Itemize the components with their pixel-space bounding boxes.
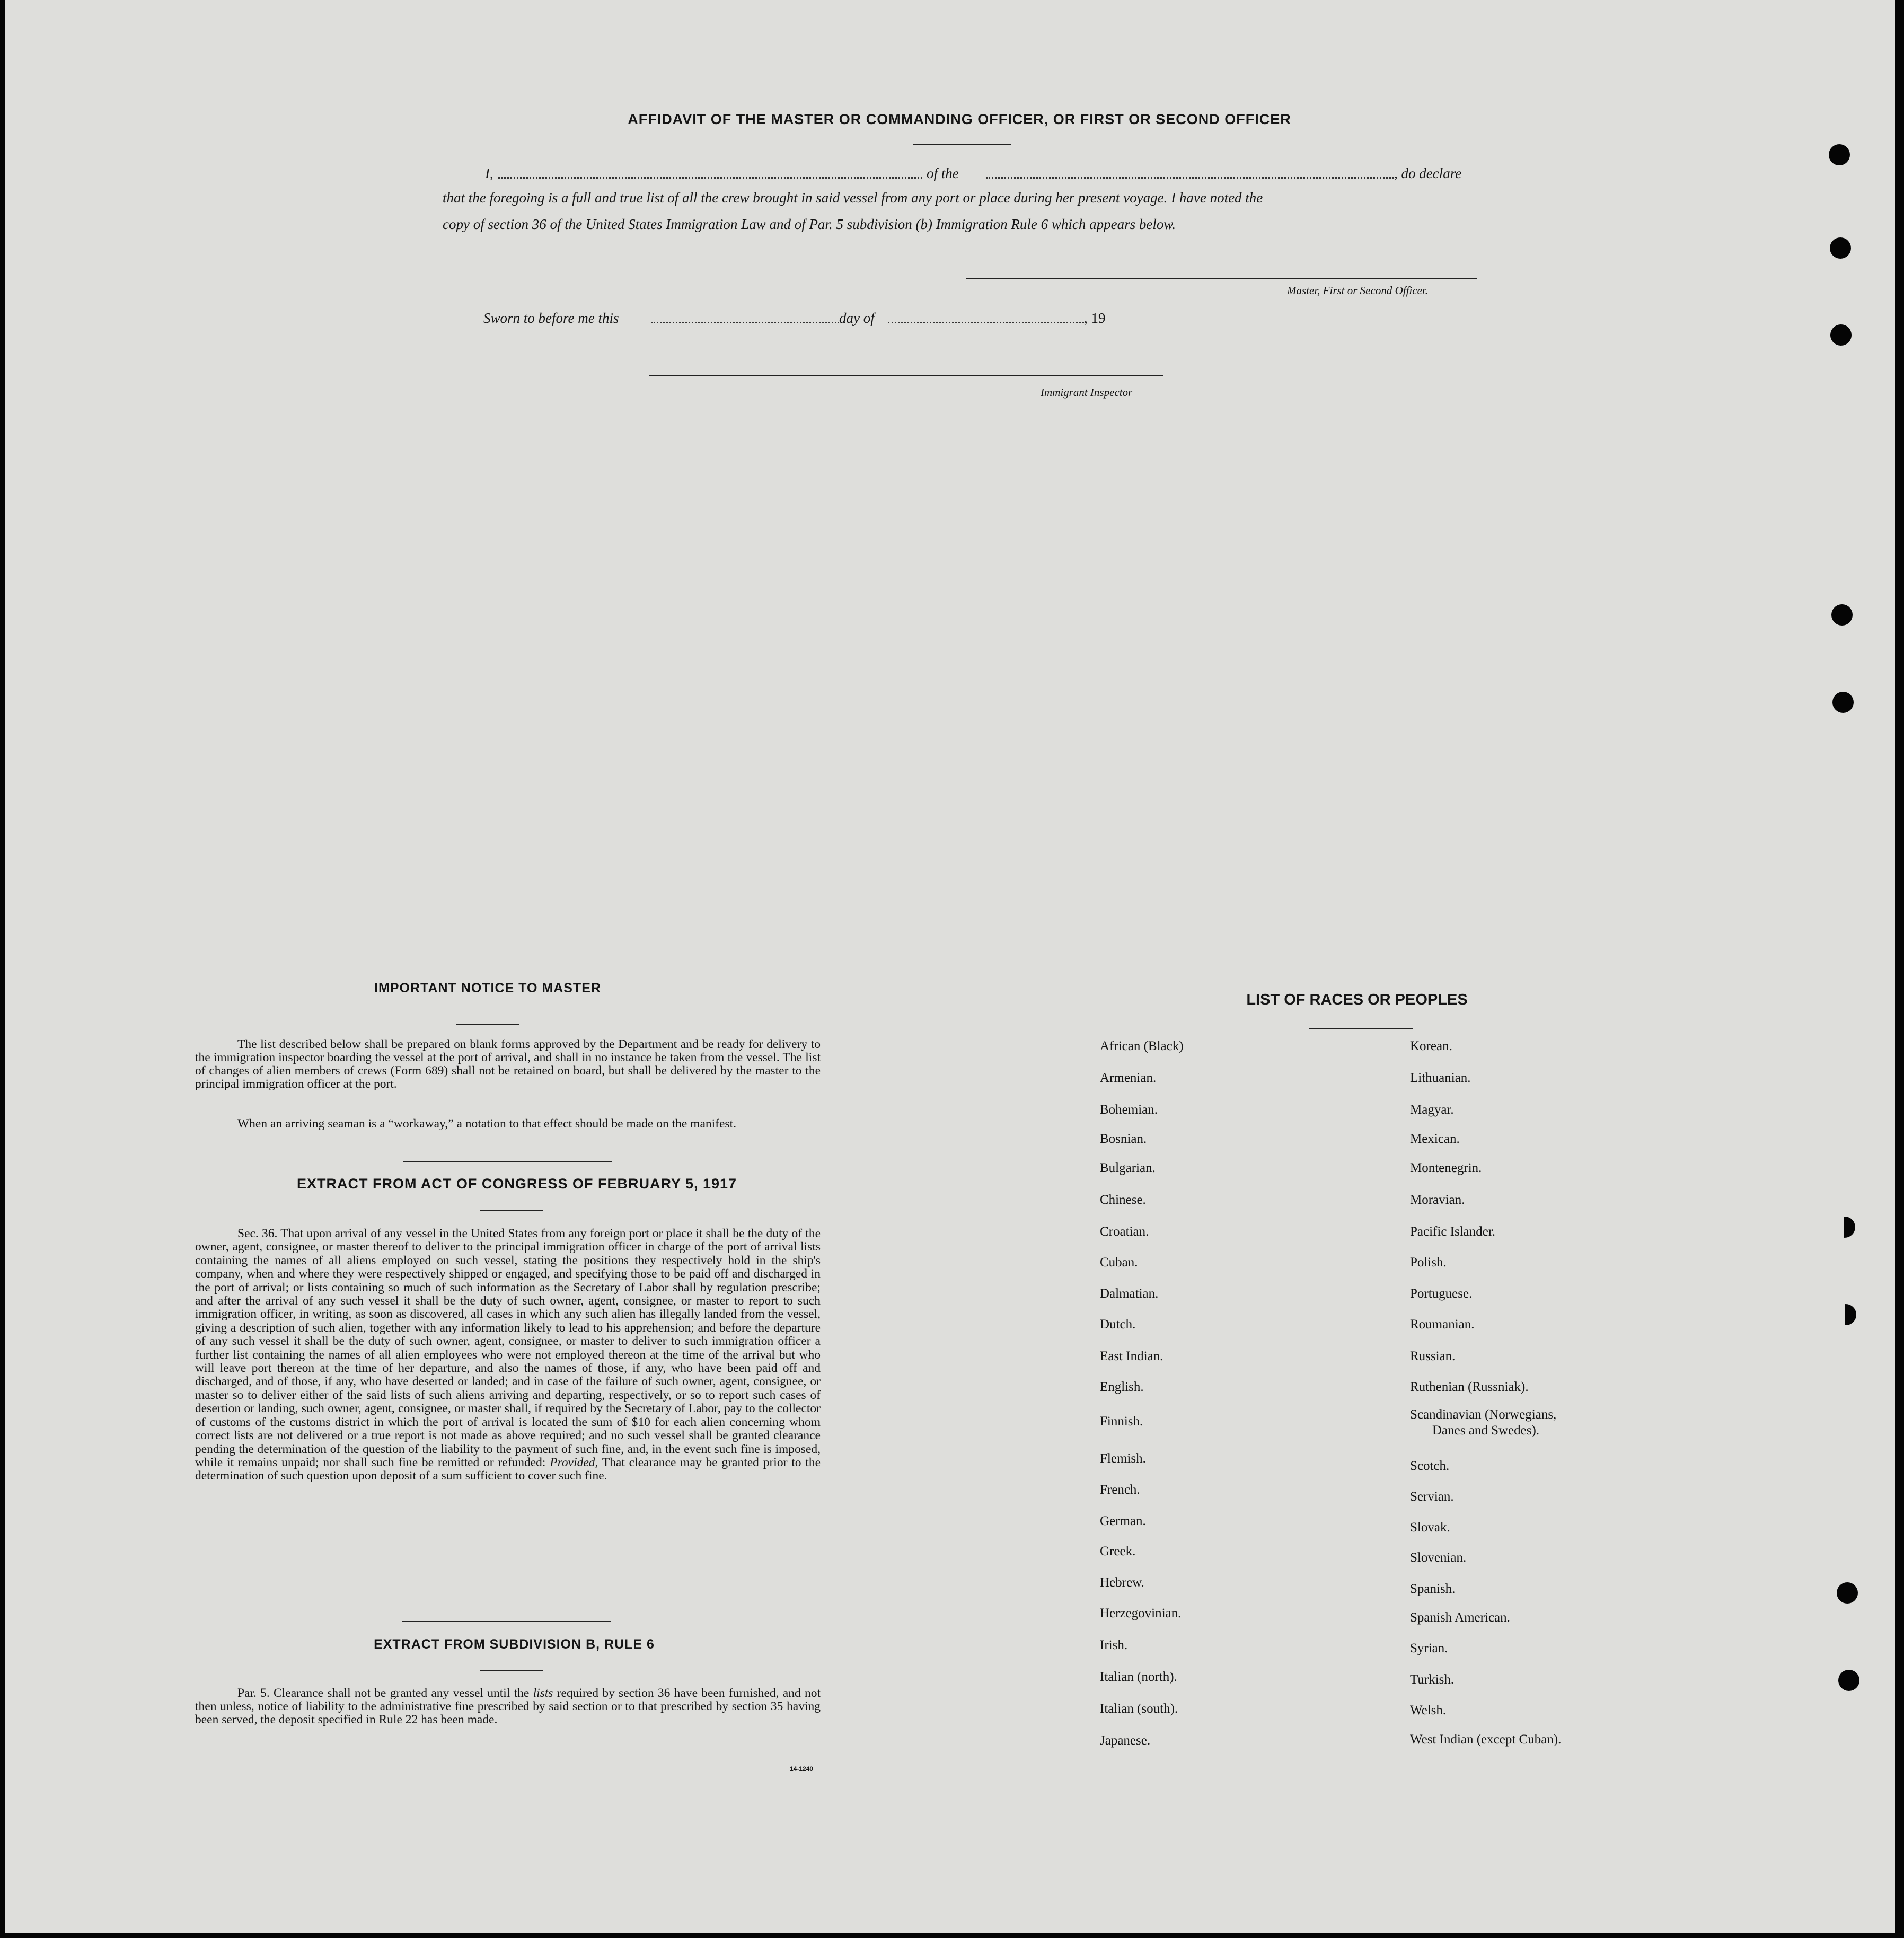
race-item: Scandinavian (Norwegians, [1410, 1407, 1557, 1422]
rule-lists: lists [533, 1686, 553, 1700]
race-item: Portuguese. [1410, 1287, 1473, 1301]
declarant-name-field[interactable] [498, 177, 922, 179]
punch-hole [1835, 1304, 1856, 1325]
race-item: African (Black) [1100, 1039, 1184, 1053]
punch-hole [1834, 1217, 1855, 1238]
race-item: Spanish American. [1410, 1610, 1510, 1625]
rule-body-b: required by section 36 have been furnished, and not then unless, notice of liability to the administrative fine prescribed by said section or to that prescribed by section 35 having been served, the deposit specified in Rule 22 has been made. [195, 1686, 821, 1726]
declarant-prefix: I, [485, 165, 493, 181]
notice-paragraph-1 [195, 1038, 821, 1091]
race-item: Turkish. [1410, 1672, 1455, 1687]
notice-paragraph-1-text: The list described below shall be prepared on blank forms approved by the Department and be ready for delivery to the immigration inspector boarding the vessel at the port of arrival, and shall in no instance be taken from the vessel. The list of changes of alien members of crews (Form 689) shall not be retained on board, but shall be delivered by the master to the principal immigration officer at the port. [195, 1037, 821, 1091]
race-item: Slovenian. [1410, 1551, 1467, 1565]
punch-hole [1831, 604, 1853, 626]
sworn-prefix: Sworn to before me this [483, 310, 619, 326]
race-item: Herzegovinian. [1100, 1606, 1182, 1620]
affidavit-line-3: copy of section 36 of the United States Immigration Law and of Par. 5 subdivision (b) Immigration Rule 6 which appears below. [443, 216, 1176, 232]
punch-hole [1830, 324, 1852, 346]
race-item: Bohemian. [1100, 1103, 1158, 1117]
race-item: Armenian. [1100, 1071, 1157, 1085]
race-item: East Indian. [1100, 1349, 1163, 1363]
race-item: Russian. [1410, 1349, 1456, 1363]
race-item: Mexican. [1410, 1132, 1460, 1146]
race-item: Lithuanian. [1410, 1071, 1471, 1085]
race-item: Croatian. [1100, 1225, 1149, 1239]
form-number: 14-1240 [790, 1765, 814, 1773]
race-item: Italian (north). [1100, 1670, 1177, 1684]
notice-paragraph-2 [195, 1117, 821, 1131]
punch-hole [1838, 1670, 1859, 1691]
sworn-month-field[interactable] [888, 322, 1084, 323]
race-item: Spanish. [1410, 1582, 1456, 1596]
document-page [5, 0, 1895, 1933]
race-item: English. [1100, 1380, 1144, 1394]
act-body: 36. That upon arrival of any vessel in the United States from any foreign port or place it shall be the duty of the owner, agent, consignee, or master thereof to deliver to the principal immigration officer in charge of the port of arrival lists containing the names of all aliens employed on such vessel, stating the positions they respectively hold in the ship's company, when and where they were respectively shipped or engaged, and specifying those to be paid off and discharged in the port of arrival; or lists containing so much of such information as the Secretary of Labor shall by regulation prescribe; and after the arrival of any such vessel it shall be the duty of such owner, agent, consignee, or master to report to such immigration officer, in writing, as soon as discovered, all cases in which any such alien has illegally landed from the vessel, giving a description of such alien, together with any information likely to lead to his apprehension; and before the departure of any such vessel it shall be the duty of such owner, agent, consignee, or master to deliver to such immigration officer a further list containing the names of all alien employees who were not employed thereon at the time of the arrival but who will leave port thereon at the time of her departure, and also the names of those, if any, who have been paid off and discharged, and of those, if any, who have deserted or landed; and in case of the failure of such owner, agent, consignee, or master so to deliver either of the said lists of such aliens arriving and departing, respectively, or so to report such cases of desertion or landing, such owner, agent, consignee, or master shall, if required by the Secretary of Labor, pay to the collector of customs of the customs district in which the port of arrival is located the sum of $10 for each alien concerning whom correct lists are not delivered or a true report is not made as above required; and no such vessel shall be granted clearance pending the determination of the question of the liability to the payment of such fine, and, in the event such fine is imposed, while it remains unpaid; nor shall such fine be remitted or refunded: [195, 1227, 821, 1469]
race-item: Bulgarian. [1100, 1161, 1156, 1175]
race-item: Dutch. [1100, 1317, 1136, 1332]
notice-title: IMPORTANT NOTICE TO MASTER [374, 981, 601, 996]
race-item: Scotch. [1410, 1459, 1450, 1473]
race-item: Irish. [1100, 1638, 1128, 1652]
race-item: French. [1100, 1483, 1140, 1497]
punch-hole [1829, 144, 1850, 165]
rule-title-rule [480, 1670, 543, 1671]
inspector-signature-line[interactable] [649, 375, 1163, 376]
races-right-column [1410, 0, 1813, 1802]
act-rule [480, 1210, 543, 1211]
punch-hole [1837, 1582, 1858, 1604]
race-item: Roumanian. [1410, 1317, 1475, 1332]
race-item: Finnish. [1100, 1414, 1143, 1429]
race-item: Welsh. [1410, 1703, 1447, 1717]
sworn-day-field[interactable] [651, 322, 839, 323]
act-sec-label: Sec. [237, 1227, 259, 1240]
section-rule [403, 1161, 612, 1162]
affidavit-line-2: that the foregoing is a full and true list of all the crew brought in said vessel from any port or place during her present voyage. I have noted the [443, 190, 1263, 206]
race-item: Flemish. [1100, 1451, 1146, 1466]
rule-title: EXTRACT FROM SUBDIVISION B, RULE 6 [374, 1637, 655, 1652]
act-body-end: That clearance may be granted prior to the determination of such question upon deposit of a sum sufficient to cover such fine. [195, 1455, 821, 1483]
race-item: Polish. [1410, 1255, 1447, 1270]
title-rule [913, 144, 1011, 145]
race-item: Syrian. [1410, 1641, 1448, 1655]
punch-hole [1830, 237, 1851, 259]
races-left-column [1100, 0, 1418, 1802]
inspector-signature-label: Immigrant Inspector [1041, 386, 1133, 399]
race-item: Dalmatian. [1100, 1287, 1159, 1301]
race-item: Slovak. [1410, 1520, 1450, 1535]
rule-paragraph [195, 1687, 821, 1726]
race-item: Pacific Islander. [1410, 1225, 1496, 1239]
act-section-text [195, 1227, 821, 1483]
race-item: Greek. [1100, 1544, 1136, 1558]
race-item: Korean. [1410, 1039, 1452, 1053]
notice-rule [456, 1024, 519, 1025]
race-item: Moravian. [1410, 1193, 1465, 1207]
master-signature-label: Master, First or Second Officer. [1287, 284, 1428, 297]
race-item: Cuban. [1100, 1255, 1138, 1270]
act-title: EXTRACT FROM ACT OF CONGRESS OF FEBRUARY 5, 1917 [296, 1176, 737, 1192]
race-item: Italian (south). [1100, 1702, 1178, 1716]
rule-divider [402, 1621, 611, 1622]
affidavit-title: AFFIDAVIT OF THE MASTER OR COMMANDING OFFICER, OR FIRST OR SECOND OFFICER [628, 111, 1291, 127]
race-item: Servian. [1410, 1490, 1454, 1504]
race-item: Hebrew. [1100, 1575, 1144, 1590]
race-item: Chinese. [1100, 1193, 1146, 1207]
race-item: Japanese. [1100, 1733, 1151, 1748]
race-item: Magyar. [1410, 1103, 1454, 1117]
sworn-year-label: , 19 [1084, 310, 1106, 326]
sworn-day-label: day of [839, 310, 875, 326]
declarant-of-label: of the [927, 165, 959, 181]
act-provided: Provided, [550, 1455, 598, 1469]
race-item: Danes and Swedes). [1432, 1423, 1540, 1438]
races-title: LIST OF RACES OR PEOPLES [1246, 991, 1468, 1008]
notice-paragraph-2-text: When an arriving seaman is a “workaway,” a notation to that effect should be made on the manifest. [237, 1117, 736, 1131]
race-item: West Indian (except Cuban). [1410, 1732, 1562, 1747]
punch-hole [1832, 692, 1854, 713]
rule-body-a: Par. 5. Clearance shall not be granted any vessel until the [237, 1686, 530, 1700]
race-item: Ruthenian (Russniak). [1410, 1380, 1529, 1394]
race-item: Bosnian. [1100, 1132, 1147, 1146]
race-item: German. [1100, 1514, 1146, 1528]
race-item: Montenegrin. [1410, 1161, 1482, 1175]
declare-label: , do declare [1394, 165, 1462, 181]
